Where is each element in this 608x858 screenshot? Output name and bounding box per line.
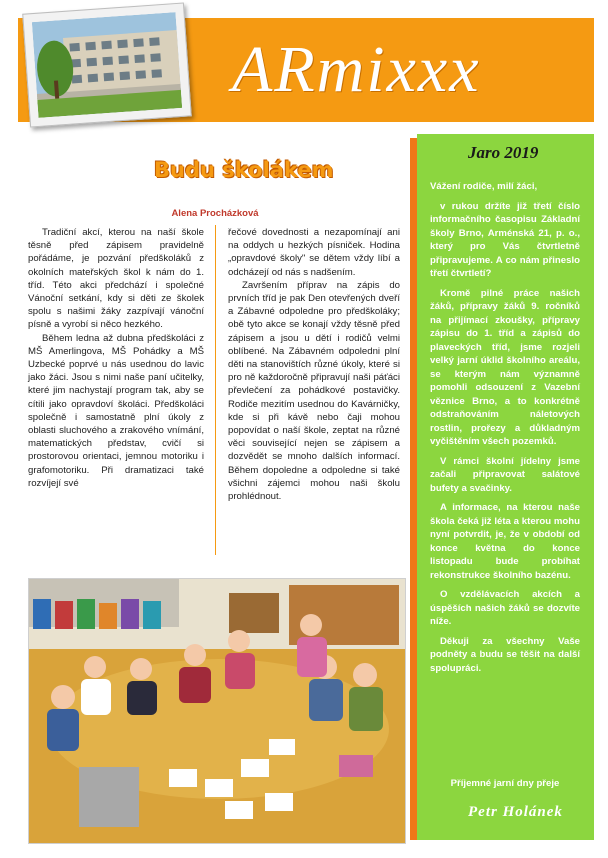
editorial-paragraph: Děkuji za všechny Vaše podněty a budu se těšit na další spolupráci. xyxy=(430,635,580,674)
editorial-paragraph: v rukou držíte již třetí číslo informačního časopisu Základní školy Brno, Arménská 21, p. o., který pro Vás čtvrtletně připravujeme. A co nám přineslo třetí čtvrtletí? xyxy=(430,200,580,279)
editorial-paragraph: O vzdělávacích akcích a úspěších našich žáků se dozvíte níže. xyxy=(430,589,580,627)
article-paragraph: řečové dovednosti a nezapomínají ani na oddych u hezkých písniček. Hodina „opravdové školy" se dětem vždy líbí a odcházejí od nás s nadšením. xyxy=(228,227,400,278)
article-author: Alena Procházková xyxy=(171,208,259,219)
article-title: Budu školákem xyxy=(154,158,334,182)
editorial-paragraph: V rámci školní jídelny jsme začali připravovat salátové bufety a svačinky. xyxy=(430,455,580,494)
issue-label: Jaro 2019 xyxy=(468,143,539,162)
article-column-right xyxy=(228,226,400,503)
school-building-image xyxy=(32,12,182,118)
school-building-photo xyxy=(22,2,192,127)
editorial-greeting: Vážení rodiče, milí žáci, xyxy=(430,181,538,192)
article-column-left xyxy=(28,226,204,490)
editorial-paragraph: A informace, na kterou naše škola čeká již léta a kterou mohu nyní potvrdit, je, že v období od konce května do konce listopadu bude probíhat rekonstrukce školního bazénu. xyxy=(430,502,580,581)
editorial-signature: Petr Holánek xyxy=(468,804,563,820)
editorial-text xyxy=(430,180,580,681)
masthead-title: ARmixxx xyxy=(232,33,481,106)
editorial-paragraph: Kromě pilné práce našich žáků, přípravy žáků 9. ročníků na přijímací zkoušky, přípravy zápisu do 1. tříd a zápisů do plaveckých tříd, jsme rozjeli velký jarní úklid školního areálu, se kterým nám významně pomohli odsouzení z Vazební věznice Brno, a to konkrétně odstraňováním náletových rostlin, prořezy a důkladným vyčištěním všech pozemků. xyxy=(430,287,580,447)
editorial-closing: Příjemné jarní dny přeje xyxy=(450,778,560,789)
article-paragraph: Tradiční akcí, kterou na naší škole těsně před zápisem pravidelně pořádáme, je pozvání předškoláků z okolních mateřských škol k nám do 1. tříd. Této akci předchází i společné Vánoční setkání, kdy si děti ze školek spolu s našimi žáky zazpívají vánoční písně a vyrobí si něco hezkého. xyxy=(28,227,204,331)
classroom-children-photo xyxy=(28,578,406,844)
classroom-image xyxy=(29,579,405,843)
article-paragraph: Završením příprav na zápis do prvních tříd je pak Den otevřených dveří a Zábavné odpoledne pro předškoláky; obě tyto akce se konají vždy těsně před zápisem a jsou u dětí i rodičů velmi oblíbené. Na Zábavném odpoledni plní děti na stanovištích různé úkoly, které si pro ně každoročně připravují naši páťáci převlečení za pohádkové postavičky. Rodiče mezitím usednou do Kavárničky, kde si při kávě nebo čaji mohou popovídat o naší škole, zeptat na různé věci související nejen se zápisem a dozvědět se mnoho dalších informací. Během dopoledne a odpoledne si také všichni zájemci mohou naši školu prohlédnout. xyxy=(228,279,400,503)
article-paragraph: Během ledna až dubna předškoláci z MŠ Amerlingova, MŠ Pohádky a MŠ Uzbecké poprvé u nás usednou do lavic jako žáci. Jsou s nimi naše paní učitelky, které jim nachystají program tak, aby se cítili jako opravdoví školáci. Předškoláci společně i samostatně plní úkoly z oblasti sluchového a zrakového vnímání, matematických představ, cvičí si prostorovou orientaci, jemnou motoriku i grafomotoriku. Při dramatizaci také rozvíjejí své xyxy=(28,332,204,489)
sidebar-accent-strip xyxy=(410,138,417,840)
column-divider xyxy=(215,225,216,555)
